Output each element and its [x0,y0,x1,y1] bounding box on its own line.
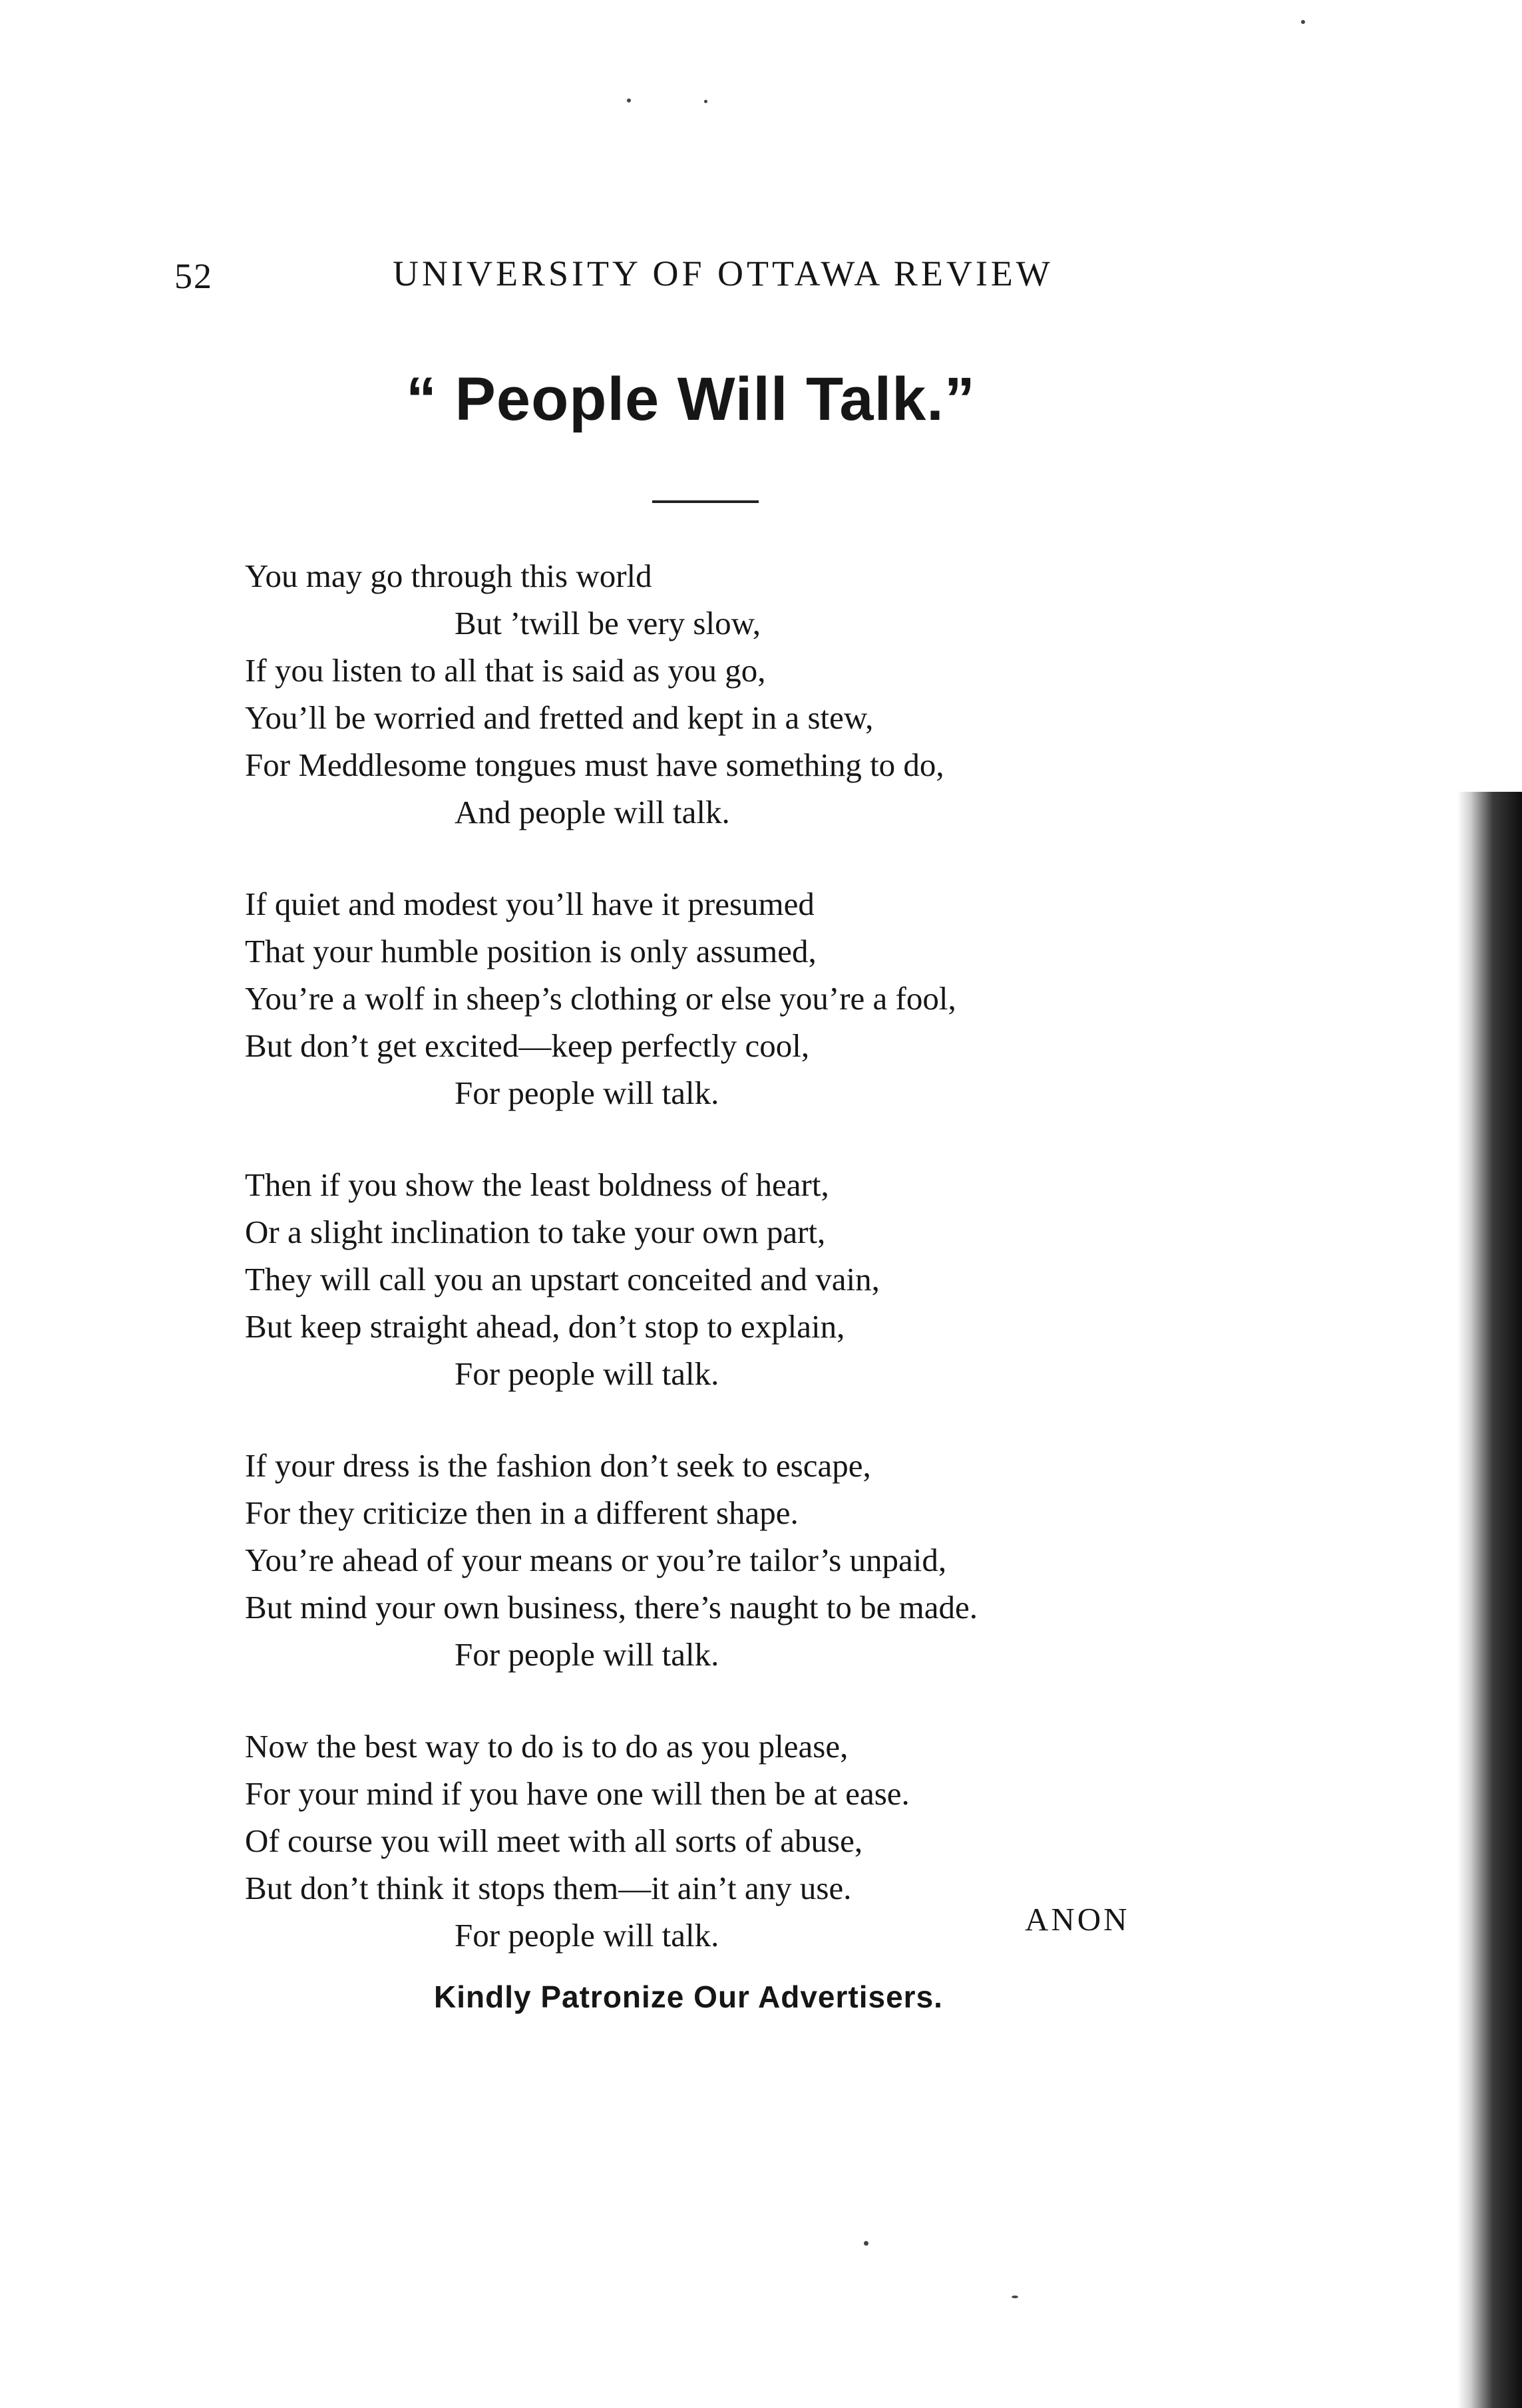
stanza [245,552,1177,836]
running-title: UNIVERSITY OF OTTAWA REVIEW [393,254,1053,293]
refrain-line: For people will talk. [455,1355,719,1392]
poem-line: But keep straight ahead, don’t stop to explain, [245,1308,845,1345]
poem-line: You’re a wolf in sheep’s clothing or else you’re a fool, [245,980,956,1017]
poem-line: If quiet and modest you’ll have it presumed [245,886,815,922]
refrain-line: And people will talk. [455,794,730,830]
refrain-line: For people will talk. [455,1917,719,1954]
poem-line: Now the best way to do is to do as you please, [245,1728,849,1765]
stanza [245,1161,1177,1397]
refrain-line: For people will talk. [455,1636,719,1673]
scan-speck [704,100,707,103]
advertisers-note: Kindly Patronize Our Advertisers. [434,1979,943,2014]
poem-line: That your humble position is only assumed, [245,933,817,969]
poem-line: You’re ahead of your means or you’re tailor’s unpaid, [245,1542,947,1578]
poem-line: But ’twill be very slow, [455,605,761,641]
poem-body [245,552,1177,2003]
poem-line: Or a slight inclination to take your own part, [245,1214,826,1250]
poem-attribution: ANON [1025,1901,1130,1938]
poem-line: You’ll be worried and fretted and kept in a stew, [245,699,874,736]
poem-line: They will call you an upstart conceited and vain, [245,1261,880,1297]
poem-line: If your dress is the fashion don’t seek to escape, [245,1447,871,1484]
title-rule [652,500,759,503]
stanza [245,1442,1177,1678]
scan-speck [1012,2296,1018,2298]
scan-speck [1301,20,1305,24]
page-number: 52 [174,256,213,296]
poem-line: If you listen to all that is said as you go, [245,652,766,689]
poem-line: But don’t get excited—keep perfectly cool, [245,1027,810,1064]
poem-line: Of course you will meet with all sorts of abuse, [245,1822,863,1859]
refrain-line: For people will talk. [455,1075,719,1111]
poem-line: Then if you show the least boldness of heart, [245,1166,829,1203]
scan-speck [864,2241,868,2246]
poem-line: For Meddlesome tongues must have something to do, [245,747,944,783]
poem-line: For they criticize then in a different shape. [245,1494,799,1531]
poem-line: But don’t think it stops them—it ain’t any use. [245,1870,852,1906]
stanza [245,880,1177,1117]
poem-line: But mind your own business, there’s naught to be made. [245,1589,978,1626]
scan-speck [627,98,631,102]
poem-line: For your mind if you have one will then be at ease. [245,1775,910,1812]
poem-line: You may go through this world [245,558,652,594]
poem-title: “ People Will Talk.” [406,365,976,433]
scan-edge-shadow [1457,792,1522,2408]
